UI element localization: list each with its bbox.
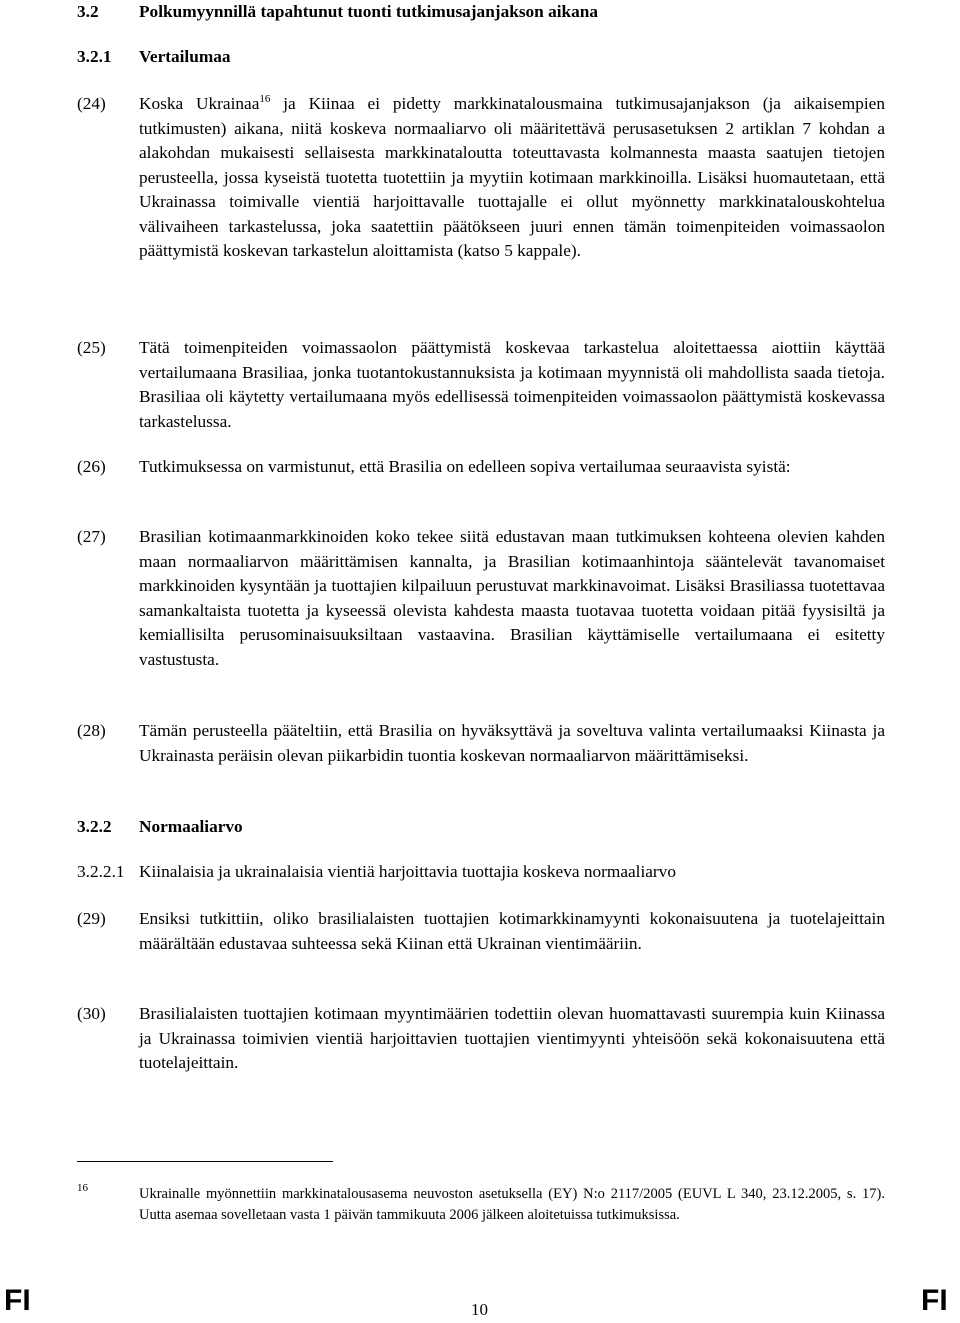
paragraph-number: (24) — [77, 94, 106, 113]
footnote-separator — [77, 1161, 333, 1162]
paragraph-text: Koska Ukrainaa — [139, 94, 260, 113]
paragraph-number: (28) — [77, 721, 106, 740]
heading-text: Normaaliarvo — [139, 817, 243, 836]
heading-3-2 — [77, 0, 598, 24]
paragraph-24 — [139, 92, 885, 264]
heading-3-2-2 — [77, 815, 243, 839]
paragraph-number: (30) — [77, 1004, 106, 1023]
paragraph-30: Brasilialaisten tuottajien kotimaan myyntimäärien todettiin olevan huomattavasti suurempia kuin Kiinassa ja Ukrainassa toimivien vientiä harjoittavien tuottajien vientimyynti yhteisöön sekä kokonaisuutena että tuotelajeittain. — [139, 1004, 885, 1072]
footnote-number: 16 — [77, 1182, 88, 1194]
footer-language-right: FI — [921, 1284, 948, 1317]
heading-3-2-2-1 — [77, 860, 676, 884]
paragraph-25: Tätä toimenpiteiden voimassaolon päättymistä koskevaa tarkastelua aloitettaessa aiottiin käyttää vertailumaana Brasiliaa, jonka tuotantokustannuksista ja kotimaan myynnistä oli mahdollista saada tietoja. Brasiliaa oli käytetty vertailumaana myös edellisessä toimenpiteiden voimassaolon päättymistä koskevassa tarkastelussa. — [139, 338, 885, 431]
paragraph-number: (27) — [77, 527, 106, 546]
heading-text: Polkumyynnillä tapahtunut tuonti tutkimusajanjakson aikana — [139, 2, 599, 21]
heading-number: 3.2 — [77, 2, 99, 21]
footer-language-left: FI — [4, 1284, 31, 1317]
paragraph-text: ja Kiinaa ei pidetty markkinatalousmaina tutkimusajanjakson (ja aikaisempien tutkimusten) aikana, niitä koskeva normaaliarvo oli määritettävä perusasetuksen 2 artiklan 7 kohdan a alakohdan mukaisesti sellaisesta markkinataloutta toteuttavasta kolmannesta maasta saatujen tietojen perusteella, jossa kyseistä tuotetta tuotettiin ja myytiin kotimaan markkinoilla. Lisäksi huomautetaan, että Ukrainassa toimivalle vientiä harjoittavalle tuottajalle ei ollut myönnetty markkinatalouskohtelua välivaiheen tarkastelussa, joka saatettiin päätökseen juuri ennen tämän toimenpiteiden voimassaolon päättymistä koskevan tarkastelun aloittamista (katso 5 kappale). — [139, 94, 885, 260]
heading-text: Vertailumaa — [139, 47, 231, 66]
paragraph-26: Tutkimuksessa on varmistunut, että Brasilia on edelleen sopiva vertailumaa seuraavista syistä: — [139, 457, 791, 476]
paragraph-number: (25) — [77, 338, 106, 357]
paragraph-number: (26) — [77, 457, 106, 476]
heading-number: 3.2.2.1 — [77, 862, 125, 881]
heading-number: 3.2.1 — [77, 47, 112, 66]
paragraph-29: Ensiksi tutkittiin, oliko brasilialaisten tuottajien kotimarkkinamyynti kokonaisuutena ja tuotelajeittain määrältään edustavaa suhteessa sekä Kiinan että Ukrainan vientimääriin. — [139, 909, 885, 953]
heading-number: 3.2.2 — [77, 817, 112, 836]
footnote-ref[interactable]: 16 — [259, 93, 271, 106]
paragraph-28: Tämän perusteella pääteltiin, että Brasilia on hyväksyttävä ja soveltuva valinta vertailumaaksi Kiinasta ja Ukrainasta peräisin olevan piikarbidin tuontia koskevan normaaliarvon määrittämiseksi. — [139, 721, 885, 765]
footnote-text: Ukrainalle myönnettiin markkinatalousasema neuvoston asetuksella (EY) N:o 2117/2005 (EUVL L 340, 23.12.2005, s. 17). Uutta asemaa sovelletaan vasta 1 päivän tammikuuta 2006 jälkeen aloitetuissa tutkimuksissa. — [139, 1186, 885, 1223]
heading-3-2-1 — [77, 45, 231, 69]
paragraph-number: (29) — [77, 909, 106, 928]
heading-text: Kiinalaisia ja ukrainalaisia vientiä harjoittavia tuottajia koskeva normaaliarvo — [139, 862, 676, 881]
paragraph-27: Brasilian kotimaanmarkkinoiden koko tekee siitä edustavan maan tutkimuksen kohteena olevien kahden maan normaaliarvon määrittämisen kannalta, ja Brasilian kotimaanhintoja sääntelevät tavanomaiset markkinoiden kysyntään ja tuottajien kilpailuun perustuvat markkinavoimat. Lisäksi Brasiliassa tuotettavaa samankaltaista tuotetta ja kyseessä olevista kahdesta maasta tuotavaa tuotetta voidaan pitää fyysisiltä ja kemiallisilta perusominaisuuksiltaan vastaavina. Brasilian käyttämiselle vertailumaana ei esitetty vastustusta. — [139, 527, 885, 669]
page-number: 10 — [471, 1300, 488, 1319]
